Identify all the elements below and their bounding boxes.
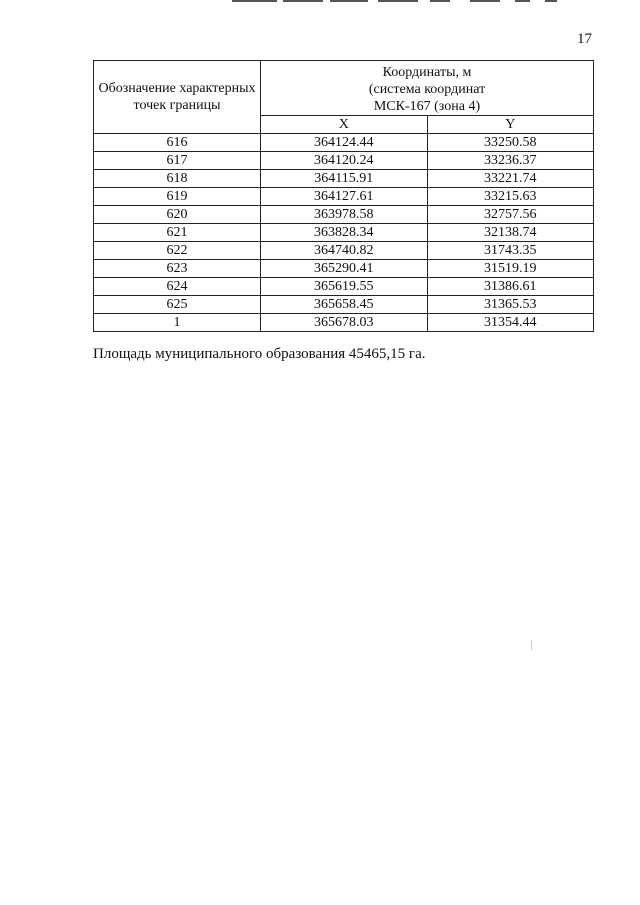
table-header-row bbox=[94, 61, 594, 116]
y-axis-header: Y bbox=[427, 116, 594, 134]
point-cell: 622 bbox=[94, 242, 261, 260]
y-cell: 33221.74 bbox=[427, 170, 594, 188]
top-rule-1 bbox=[232, 0, 277, 2]
top-rule-8 bbox=[545, 0, 557, 2]
point-cell: 1 bbox=[94, 314, 261, 332]
y-cell: 32757.56 bbox=[427, 206, 594, 224]
y-cell: 33250.58 bbox=[427, 134, 594, 152]
y-cell: 33236.37 bbox=[427, 152, 594, 170]
x-cell: 364127.61 bbox=[261, 188, 428, 206]
y-cell: 32138.74 bbox=[427, 224, 594, 242]
y-cell: 31354.44 bbox=[427, 314, 594, 332]
x-cell: 365290.41 bbox=[261, 260, 428, 278]
point-cell: 617 bbox=[94, 152, 261, 170]
table-row bbox=[94, 296, 594, 314]
table-row bbox=[94, 206, 594, 224]
table-row bbox=[94, 152, 594, 170]
page-number: 17 bbox=[577, 31, 592, 47]
x-cell: 363978.58 bbox=[261, 206, 428, 224]
point-cell: 625 bbox=[94, 296, 261, 314]
x-cell: 365619.55 bbox=[261, 278, 428, 296]
y-cell: 31365.53 bbox=[427, 296, 594, 314]
top-rule-3 bbox=[330, 0, 368, 2]
point-label-header: Обозначение характерных точек границы bbox=[94, 61, 261, 134]
x-cell: 364115.91 bbox=[261, 170, 428, 188]
table-row bbox=[94, 278, 594, 296]
top-rule-6 bbox=[470, 0, 500, 2]
point-cell: 618 bbox=[94, 170, 261, 188]
scan-mark bbox=[531, 640, 532, 650]
point-cell: 621 bbox=[94, 224, 261, 242]
y-cell: 31386.61 bbox=[427, 278, 594, 296]
x-cell: 364124.44 bbox=[261, 134, 428, 152]
coordinates-header-line1: Координаты, м bbox=[382, 64, 472, 80]
table-row bbox=[94, 314, 594, 332]
y-cell: 31519.19 bbox=[427, 260, 594, 278]
x-axis-header: X bbox=[261, 116, 428, 134]
coordinates-header bbox=[261, 61, 594, 116]
table-row bbox=[94, 224, 594, 242]
top-rule-7 bbox=[515, 0, 530, 2]
table-row bbox=[94, 260, 594, 278]
point-cell: 624 bbox=[94, 278, 261, 296]
table-row bbox=[94, 188, 594, 206]
y-cell: 33215.63 bbox=[427, 188, 594, 206]
table-row bbox=[94, 242, 594, 260]
x-cell: 364740.82 bbox=[261, 242, 428, 260]
point-cell: 620 bbox=[94, 206, 261, 224]
coordinates-header-line2: (система координат bbox=[368, 81, 486, 97]
x-cell: 364120.24 bbox=[261, 152, 428, 170]
point-cell: 619 bbox=[94, 188, 261, 206]
top-rule-2 bbox=[283, 0, 323, 2]
y-cell: 31743.35 bbox=[427, 242, 594, 260]
x-cell: 363828.34 bbox=[261, 224, 428, 242]
coordinates-header-line3: МСК-167 (зона 4) bbox=[373, 98, 481, 114]
table-row bbox=[94, 134, 594, 152]
top-rule-5 bbox=[430, 0, 450, 2]
x-cell: 365658.45 bbox=[261, 296, 428, 314]
x-cell: 365678.03 bbox=[261, 314, 428, 332]
table-row bbox=[94, 170, 594, 188]
top-rule-4 bbox=[378, 0, 418, 2]
point-cell: 623 bbox=[94, 260, 261, 278]
point-cell: 616 bbox=[94, 134, 261, 152]
coordinates-table bbox=[93, 60, 594, 332]
area-statement: Площадь муниципального образования 45465,15 га. bbox=[93, 346, 426, 362]
